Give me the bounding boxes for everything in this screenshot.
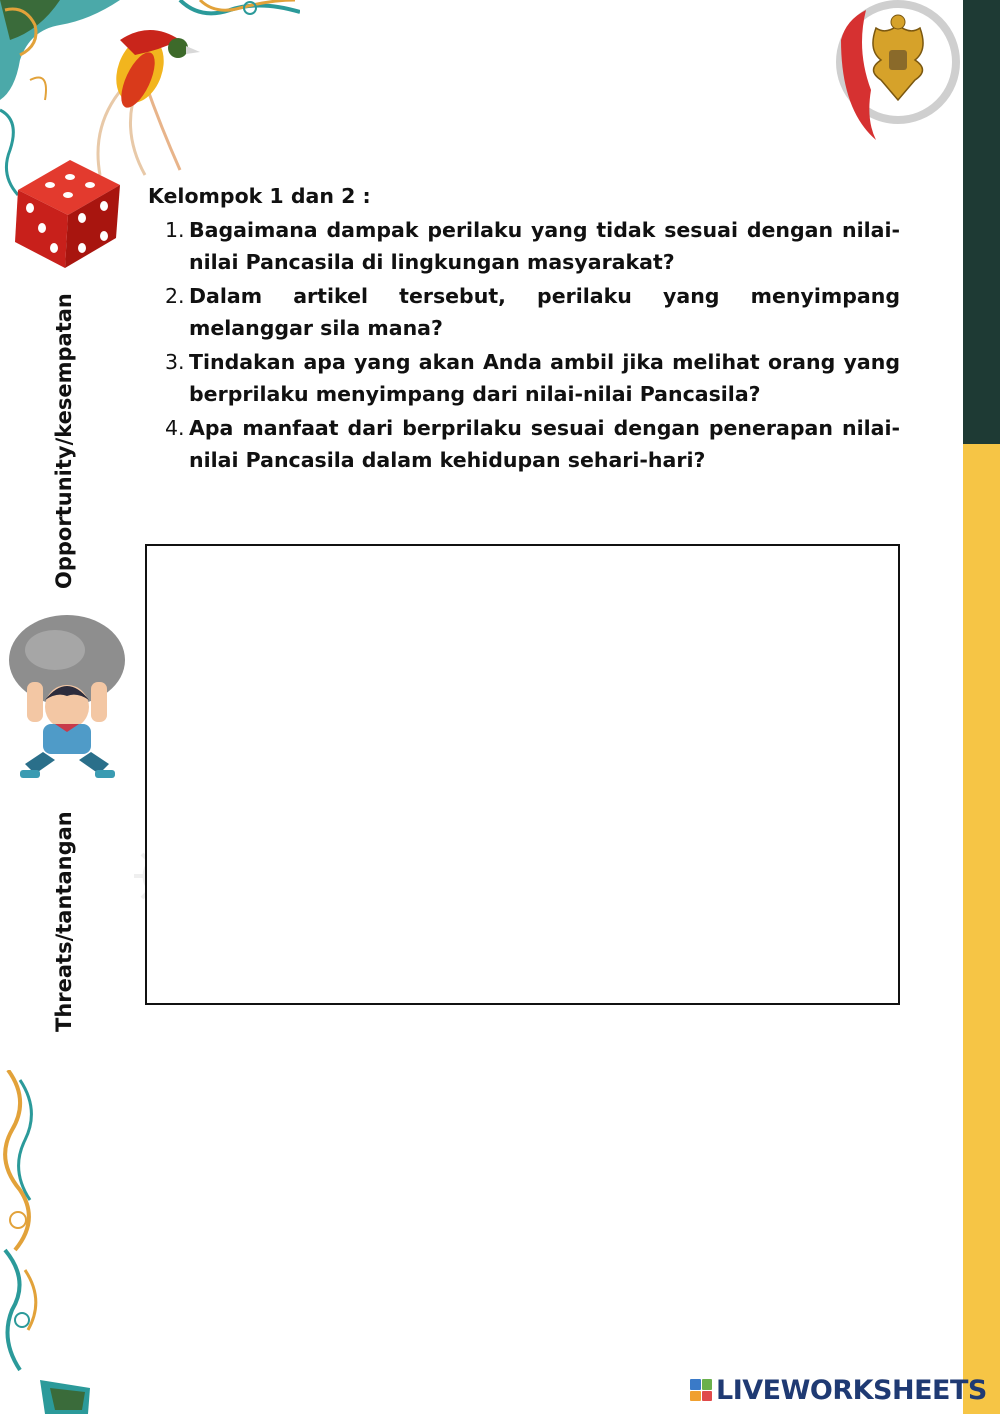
question-number: 1. bbox=[165, 218, 185, 242]
boy-lifting-rock-icon bbox=[5, 612, 130, 782]
question-number: 3. bbox=[165, 350, 185, 374]
question-text: Apa manfaat dari berprilaku sesuai dengan penerapan nilai-nilai Pancasila dalam kehidupan sehari-hari? bbox=[189, 416, 900, 472]
liveworksheets-logo bbox=[690, 1374, 987, 1406]
question-text: Dalam artikel tersebut, perilaku yang menyimpang melanggar sila mana? bbox=[189, 284, 900, 340]
sidebar-dark-strip bbox=[963, 0, 1000, 444]
threats-label: Threats/tantangan bbox=[52, 811, 76, 1032]
answer-box[interactable] bbox=[145, 544, 900, 1005]
batik-ornament-icon bbox=[0, 1070, 90, 1414]
question-number: 2. bbox=[165, 284, 185, 308]
question-item bbox=[148, 280, 900, 344]
liveworksheets-logo-text: LIVEWORKSHEETS bbox=[716, 1374, 987, 1406]
sidebar-yellow-strip bbox=[963, 444, 1000, 1414]
question-item bbox=[148, 214, 900, 278]
question-number: 4. bbox=[165, 416, 185, 440]
garuda-pancasila-icon bbox=[826, 0, 966, 140]
question-text: Bagaimana dampak perilaku yang tidak sesuai dengan nilai-nilai Pancasila di lingkungan masyarakat? bbox=[189, 218, 900, 274]
question-list bbox=[148, 214, 900, 476]
question-text: Tindakan apa yang akan Anda ambil jika melihat orang yang berprilaku menyimpang dari nilai-nilai Pancasila? bbox=[189, 350, 900, 406]
liveworksheets-logo-icon bbox=[690, 1379, 712, 1401]
opportunity-label: Opportunity/kesempatan bbox=[52, 293, 76, 589]
dice-icon bbox=[10, 150, 125, 270]
question-item bbox=[148, 346, 900, 410]
question-item bbox=[148, 412, 900, 476]
task-heading: Kelompok 1 dan 2 : bbox=[148, 184, 371, 208]
task-section bbox=[148, 181, 900, 478]
